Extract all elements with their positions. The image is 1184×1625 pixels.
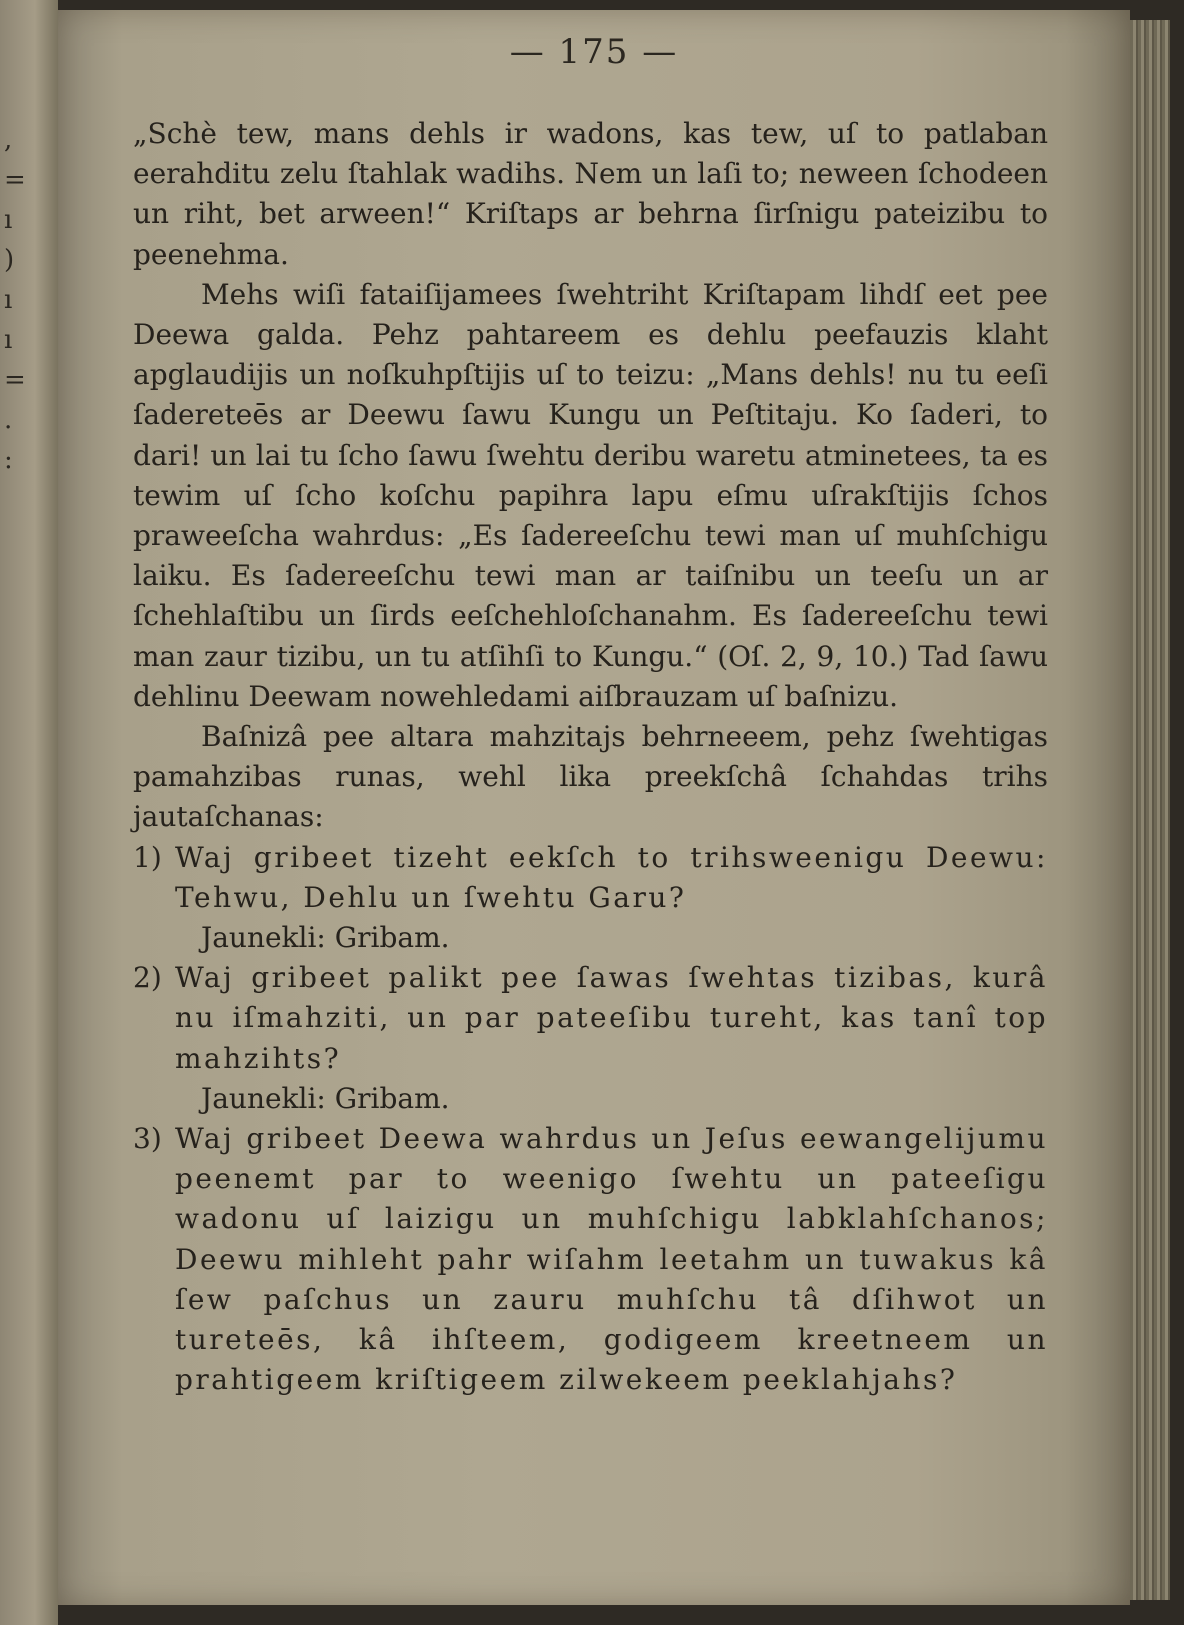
previous-page-edge bbox=[0, 0, 58, 1625]
book-page bbox=[58, 10, 1130, 1605]
paragraph-2: Mehs wiſi fataiſijamees ſwehtriht Kriſtapam lihdſ eet pee Deewa galda. Pehz pahtareem es dehlu peefauzis klaht apglaudijis un noſkuhpſtijis uſ to teizu: „Mans dehls! nu tu eeſi ſadereteēs ar Deewu ſawu Kungu un Peſtitaju. Ko ſaderi, to dari! un lai tu ſcho ſawu ſwehtu deribu waretu atminetees, ta es tewim uſ ſcho koſchu papihra lapu eſmu uſrakſtijis ſchos praweeſcha wahrdus: „Es ſadereeſchu tewi man uſ muhſchigu laiku. Es ſadereeſchu tewi man ar taiſnibu un teeſu un ar ſchehlaſtibu un ſirds eeſchehloſchanahm. Es ſadereeſchu tewi man zaur tizibu, un tu atſihſi to Kungu.“ (Oſ. 2, 9, 10.) Tad ſawu dehlinu Deewam nowehledami aiſbrauzam uſ baſnizu. bbox=[133, 277, 1048, 713]
page-text bbox=[133, 114, 1048, 1401]
answer-1: Jaunekli: Gribam. bbox=[201, 921, 450, 955]
book-edge-right bbox=[1130, 20, 1170, 1600]
question-text: Waj gribeet palikt pee ſawas ſwehtas tizibas, kurâ nu iſmahziti, un par pateeſibu tureht, kas tanî top mahzihts? bbox=[175, 961, 1048, 1075]
question-text: Waj gribeet tizeht eekſch to trihsweenigu Deewu: Tehwu, Dehlu un ſwehtu Garu? bbox=[175, 840, 1048, 914]
paragraph-3: Baſnizâ pee altara mahzitajs behrneeem, pehz ſwehtigas pamahzibas runas, wehl lika preekſchâ ſchahdas trihs jautaſchanas: bbox=[133, 720, 1048, 834]
question-1 bbox=[133, 838, 1048, 918]
question-text: Waj gribeet Deewa wahrdus un Jeſus eewangelijumu peenemt par to weenigo ſwehtu un pateeſigu wadonu uſ laizigu un muhſchigu labklahſchanos; Deewu mihleht pahr wiſahm leetahm un tuwakus kâ ſew paſchus un zauru muhſchu tâ dſihwot un tureteēs, kâ ihſteem, godigeem kreetneem un prahtigeem kriſtigeem zilwekeem peeklahjahs? bbox=[175, 1122, 1048, 1397]
page-number-header: — 175 — bbox=[509, 32, 679, 72]
question-3 bbox=[133, 1119, 1048, 1400]
question-number: 2) bbox=[133, 961, 162, 995]
question-number: 1) bbox=[133, 840, 162, 874]
previous-page-marks: , = ı ) ı ı = . : bbox=[4, 125, 26, 475]
question-number: 3) bbox=[133, 1122, 162, 1156]
paragraph-1: „Schè tew, mans dehls ir wadons, kas tew, uſ to patlaban eerahditu zelu ſtahlak wadihs. Nem un laſi to; neween ſchodeen un riht, bet arween!“ Kriſtaps ar behrna ſirſnigu pateizibu to peenehma. bbox=[133, 117, 1048, 271]
answer-2: Jaunekli: Gribam. bbox=[201, 1081, 450, 1115]
question-2 bbox=[133, 958, 1048, 1079]
